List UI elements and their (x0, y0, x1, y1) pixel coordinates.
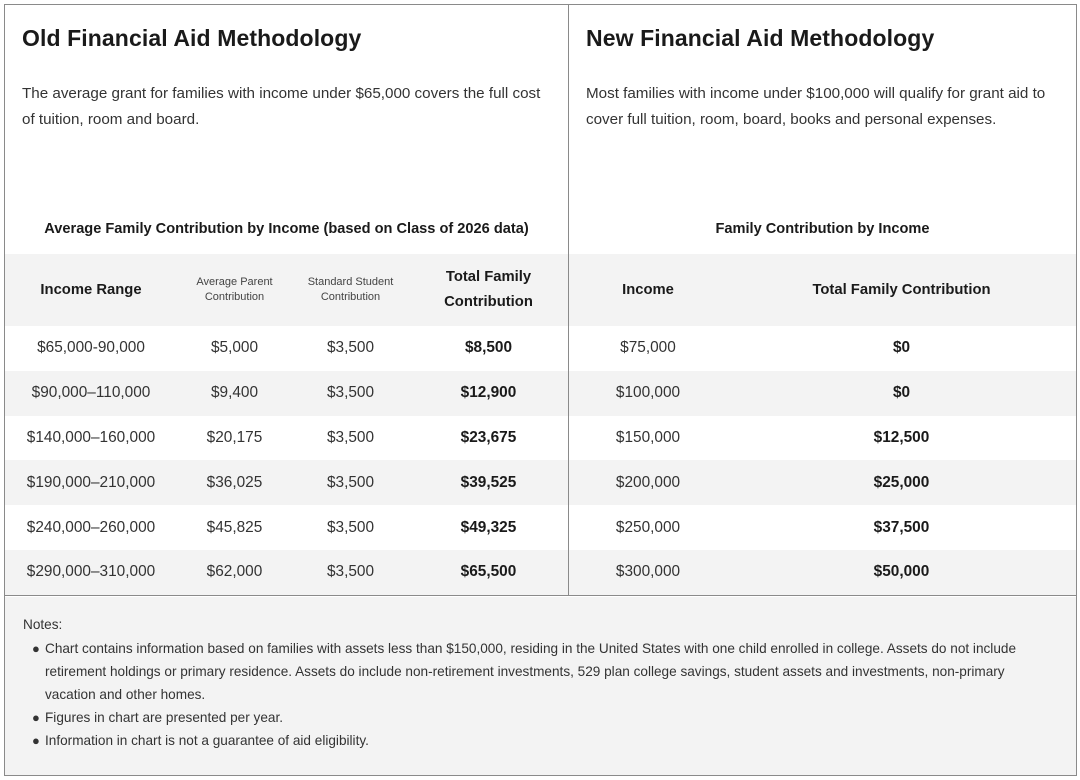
header-average-parent-contribution: Average Parent Contribution (196, 276, 273, 303)
income-cell: $150,000 (615, 428, 681, 446)
total-contribution-cell: $12,500 (873, 428, 930, 446)
income-range-cell: $240,000–260,000 (26, 518, 156, 536)
header-income: Income (622, 281, 674, 298)
table-row (5, 326, 568, 371)
new-table-title: Family Contribution by Income (715, 221, 930, 237)
bullet-icon: ● (32, 733, 40, 748)
income-range-cell: $190,000–210,000 (26, 473, 156, 491)
student-contribution-cell: $3,500 (326, 473, 375, 491)
table-header-row (5, 254, 568, 326)
table-row (5, 371, 568, 416)
income-range-cell: $90,000–110,000 (31, 384, 151, 402)
parent-contribution-cell: $36,025 (206, 473, 263, 491)
total-contribution-cell: $65,500 (460, 563, 517, 581)
total-contribution-cell: $8,500 (464, 339, 513, 357)
income-range-cell: $65,000-90,000 (37, 339, 145, 357)
table-row (569, 550, 1076, 595)
table-row (569, 371, 1076, 416)
parent-contribution-cell: $20,175 (206, 428, 263, 446)
note-text: Chart contains information based on families with assets less than $150,000, residing in the United States with one child enrolled in college. Assets do not include retirement holdings or primary residence. Assets do include non-retirement investments, 529 plan college savings, student assets and investments, non-primary vacation and other homes. (45, 641, 1017, 702)
table-header-row (569, 254, 1076, 326)
student-contribution-cell: $3,500 (326, 563, 375, 581)
note-text: Information in chart is not a guarantee of aid eligibility. (45, 733, 369, 748)
total-contribution-cell: $37,500 (873, 518, 930, 536)
student-contribution-cell: $3,500 (326, 428, 375, 446)
table-row (5, 505, 568, 550)
table-row (5, 550, 568, 595)
income-range-cell: $140,000–160,000 (26, 428, 156, 446)
list-item (32, 637, 1055, 706)
parent-contribution-cell: $62,000 (206, 563, 263, 581)
total-contribution-cell: $12,900 (460, 384, 517, 402)
list-item (32, 706, 1055, 729)
header-income-range: Income Range (40, 281, 142, 298)
parent-contribution-cell: $5,000 (210, 339, 259, 357)
old-table-title: Average Family Contribution by Income (based on Class of 2026 data) (44, 221, 529, 237)
parent-contribution-cell: $9,400 (210, 384, 259, 402)
income-cell: $300,000 (615, 563, 681, 581)
new-methodology-title: New Financial Aid Methodology (586, 25, 935, 51)
income-range-cell: $290,000–310,000 (26, 563, 156, 581)
header-total-family-contribution: Total Family Contribution (812, 281, 991, 298)
new-methodology-description: Most families with income under $100,000 will qualify for grant aid to cover full tuition, room, board, books and personal expenses. (586, 85, 1046, 128)
student-contribution-cell: $3,500 (326, 518, 375, 536)
new-methodology-column (568, 5, 1076, 596)
total-contribution-cell: $50,000 (873, 563, 930, 581)
student-contribution-cell: $3,500 (326, 339, 375, 357)
total-contribution-cell: $23,675 (460, 428, 517, 446)
header-total-family-contribution: Total Family Contribution (444, 269, 533, 310)
bullet-icon: ● (32, 710, 40, 725)
total-contribution-cell: $39,525 (460, 473, 517, 491)
table-row (569, 326, 1076, 371)
financial-aid-comparison (4, 4, 1077, 776)
old-methodology-column (5, 5, 568, 596)
total-contribution-cell: $0 (892, 384, 911, 402)
methodology-panels (5, 5, 1076, 596)
student-contribution-cell: $3,500 (326, 384, 375, 402)
notes-section (5, 597, 1076, 775)
total-contribution-cell: $0 (892, 339, 911, 357)
table-row (569, 416, 1076, 461)
table-row (569, 460, 1076, 505)
note-text: Figures in chart are presented per year. (45, 710, 284, 725)
old-methodology-description: The average grant for families with income under $65,000 covers the full cost of tuition, room and board. (22, 85, 541, 128)
income-cell: $100,000 (615, 384, 681, 402)
list-item (32, 729, 1055, 752)
total-contribution-cell: $49,325 (460, 518, 517, 536)
notes-list (32, 637, 1055, 752)
parent-contribution-cell: $45,825 (206, 518, 263, 536)
income-cell: $200,000 (615, 473, 681, 491)
table-row (569, 505, 1076, 550)
table-row (5, 416, 568, 461)
total-contribution-cell: $25,000 (873, 473, 930, 491)
bullet-icon: ● (32, 641, 40, 656)
old-contribution-table (5, 254, 568, 595)
new-contribution-table (569, 254, 1076, 595)
income-cell: $75,000 (620, 339, 676, 357)
notes-title: Notes: (23, 617, 63, 632)
table-row (5, 460, 568, 505)
income-cell: $250,000 (615, 518, 681, 536)
old-methodology-title: Old Financial Aid Methodology (22, 25, 362, 51)
header-standard-student-contribution: Standard Student Contribution (307, 276, 394, 303)
